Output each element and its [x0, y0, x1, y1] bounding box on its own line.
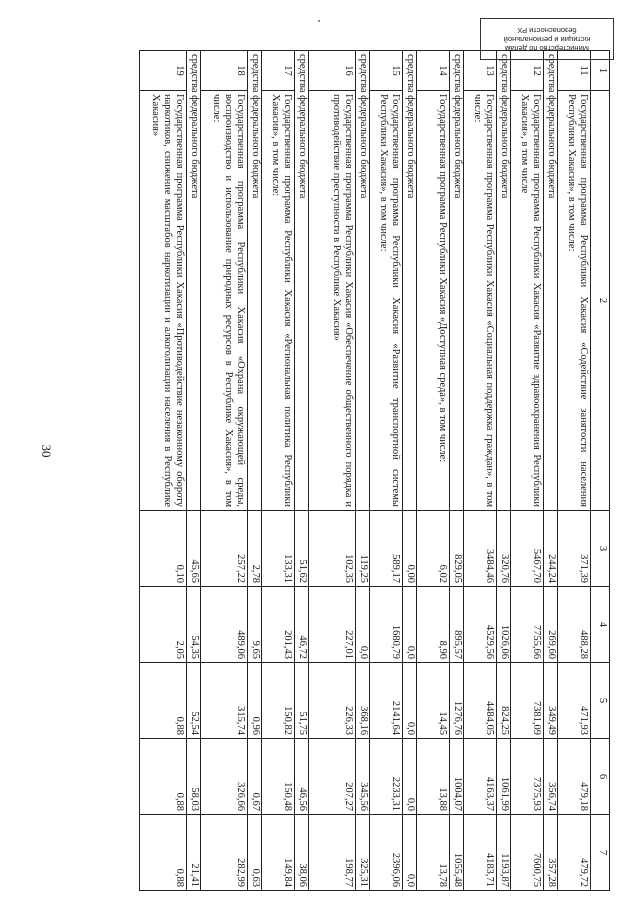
- value-cell: 38,06: [295, 815, 309, 891]
- value-cell: 356,74: [544, 739, 558, 815]
- row-number: 15: [370, 51, 403, 91]
- program-name: Государственная программа Республики Хакасия «Охрана окружающей среды, воспроизводство и использование природных ресурсов в Республике Хакасия», в том числе:: [201, 91, 248, 511]
- header-cell: 3: [591, 511, 610, 587]
- row-label: средства федерального бюджета: [295, 51, 309, 511]
- value-cell: 479,72: [558, 815, 591, 891]
- value-cell: 227,01: [309, 587, 356, 663]
- table-row-program: [511, 51, 544, 891]
- value-cell: 4163,37: [464, 739, 497, 815]
- value-cell: 13,88: [417, 739, 450, 815]
- value-cell: 9,65: [248, 587, 262, 663]
- stamp-line: безопасности РХ: [517, 26, 577, 36]
- value-cell: 150,48: [262, 739, 295, 815]
- value-cell: 345,56: [356, 739, 370, 815]
- table-row-program: [309, 51, 356, 891]
- value-cell: 4183,71: [464, 815, 497, 891]
- value-cell: 349,49: [544, 663, 558, 739]
- value-cell: 368,16: [356, 663, 370, 739]
- budget-table: [139, 50, 610, 891]
- value-cell: 7381,09: [511, 663, 544, 739]
- value-cell: 0,88: [140, 815, 187, 891]
- header-cell: 7: [591, 815, 610, 891]
- value-cell: 0,67: [248, 739, 262, 815]
- value-cell: 471,93: [558, 663, 591, 739]
- table-row-program: [201, 51, 248, 891]
- value-cell: 829,05: [450, 511, 464, 587]
- table-body: [140, 51, 591, 891]
- header-cell: 2: [591, 91, 610, 511]
- header-cell: 4: [591, 587, 610, 663]
- value-cell: 7755,66: [511, 587, 544, 663]
- header-cell: 5: [591, 663, 610, 739]
- value-cell: 326,66: [201, 739, 248, 815]
- table-wrapper: [90, 50, 610, 890]
- value-cell: 3484,46: [464, 511, 497, 587]
- table-row-program: [262, 51, 295, 891]
- value-cell: 51,62: [295, 511, 309, 587]
- value-cell: 52,54: [187, 663, 201, 739]
- row-label: средства федерального бюджета: [544, 51, 558, 511]
- value-cell: 226,33: [309, 663, 356, 739]
- value-cell: 0,0: [403, 587, 417, 663]
- row-label: средства федерального бюджета: [187, 51, 201, 511]
- value-cell: 1055,48: [450, 815, 464, 891]
- value-cell: 282,99: [201, 815, 248, 891]
- value-cell: 198,77: [309, 815, 356, 891]
- table-header-row: [591, 51, 610, 891]
- value-cell: 207,27: [309, 739, 356, 815]
- row-label: средства федерального бюджета: [403, 51, 417, 511]
- value-cell: 0,0: [356, 587, 370, 663]
- table-row-program: [140, 51, 187, 891]
- value-cell: 54,35: [187, 587, 201, 663]
- value-cell: 1276,76: [450, 663, 464, 739]
- value-cell: 21,41: [187, 815, 201, 891]
- row-number: 11: [558, 51, 591, 91]
- value-cell: 201,43: [262, 587, 295, 663]
- table-row-federal-funds: [248, 51, 262, 891]
- value-cell: 2233,31: [370, 739, 403, 815]
- value-cell: 8,90: [417, 587, 450, 663]
- table-row-program: [464, 51, 497, 891]
- value-cell: 13,78: [417, 815, 450, 891]
- table-row-program: [558, 51, 591, 891]
- row-label: средства федерального бюджета: [356, 51, 370, 511]
- value-cell: 0,0: [403, 739, 417, 815]
- value-cell: 895,57: [450, 587, 464, 663]
- program-name: Государственная программа Республики Хакасия «Содействие занятости населения Республики Хакасия», в том числе:: [558, 91, 591, 511]
- row-label: средства федерального бюджета: [497, 51, 511, 511]
- program-name: Государственная программа Республики Хакасия «Развитие транспортной системы Республики Хакасия», в том числе:: [370, 91, 403, 511]
- value-cell: 479,18: [558, 739, 591, 815]
- value-cell: 7600,75: [511, 815, 544, 891]
- rotated-table-container: [90, 50, 610, 890]
- value-cell: 320,76: [497, 511, 511, 587]
- value-cell: 2,78: [248, 511, 262, 587]
- row-number: 17: [262, 51, 295, 91]
- row-number: 18: [201, 51, 248, 91]
- value-cell: 325,31: [356, 815, 370, 891]
- value-cell: 46,72: [295, 587, 309, 663]
- value-cell: 51,75: [295, 663, 309, 739]
- value-cell: 0,10: [140, 511, 187, 587]
- table-row-federal-funds: [187, 51, 201, 891]
- value-cell: 58,03: [187, 739, 201, 815]
- value-cell: 4484,05: [464, 663, 497, 739]
- page-number: 30: [39, 444, 54, 458]
- value-cell: 6,02: [417, 511, 450, 587]
- value-cell: 150,82: [262, 663, 295, 739]
- table-row-federal-funds: [295, 51, 309, 891]
- value-cell: 2141,64: [370, 663, 403, 739]
- value-cell: 0,88: [140, 739, 187, 815]
- row-number: 16: [309, 51, 356, 91]
- value-cell: 0,63: [248, 815, 262, 891]
- value-cell: 257,22: [201, 511, 248, 587]
- table-row-federal-funds: [356, 51, 370, 891]
- table-row-federal-funds: [450, 51, 464, 891]
- value-cell: 102,35: [309, 511, 356, 587]
- value-cell: 589,17: [370, 511, 403, 587]
- value-cell: 0,88: [140, 663, 187, 739]
- row-label: средства федерального бюджета: [450, 51, 464, 511]
- value-cell: 269,60: [544, 587, 558, 663]
- row-number: 12: [511, 51, 544, 91]
- row-label: средства федерального бюджета: [248, 51, 262, 511]
- value-cell: 1004,07: [450, 739, 464, 815]
- value-cell: 2396,06: [370, 815, 403, 891]
- value-cell: 0,0: [403, 663, 417, 739]
- value-cell: 1680,79: [370, 587, 403, 663]
- value-cell: 2,05: [140, 587, 187, 663]
- program-name: Государственная программа Республики Хакасия «Обеспечение общественного порядка и противодействие преступности в Республике Хакасия»: [309, 91, 356, 511]
- value-cell: 0,00: [403, 511, 417, 587]
- scan-speck: [318, 20, 320, 22]
- program-name: Государственная программа Республики Хакасия «Региональная политика Республики Хакасия», в том числе:: [262, 91, 295, 511]
- value-cell: 46,56: [295, 739, 309, 815]
- program-name: Государственная программа Республики Хакасия «Противодействие незаконному обороту наркотиков, снижение масштабов наркотизации и алкоголизации населения в Республике Хакасия»: [140, 91, 187, 511]
- value-cell: 1193,87: [497, 815, 511, 891]
- program-name: Государственная программа Республики Хакасия «Социальная поддержка граждан», в том числе:: [464, 91, 497, 511]
- row-number: 13: [464, 51, 497, 91]
- program-name: Государственная программа Республики Хакасия «Доступная среда», в том числе:: [417, 91, 450, 511]
- value-cell: 14,45: [417, 663, 450, 739]
- value-cell: 149,84: [262, 815, 295, 891]
- value-cell: 133,31: [262, 511, 295, 587]
- value-cell: 315,74: [201, 663, 248, 739]
- value-cell: 824,25: [497, 663, 511, 739]
- value-cell: 4529,56: [464, 587, 497, 663]
- program-name: Государственная программа Республики Хакасия «Развитие здравоохранения Республики Хакасия», в том числе: [511, 91, 544, 511]
- stamp-line: юстиции и региональной: [503, 34, 591, 44]
- value-cell: 0,96: [248, 663, 262, 739]
- value-cell: 488,28: [558, 587, 591, 663]
- value-cell: 7375,93: [511, 739, 544, 815]
- value-cell: 0,0: [403, 815, 417, 891]
- value-cell: 45,65: [187, 511, 201, 587]
- value-cell: 244,24: [544, 511, 558, 587]
- header-cell: 1: [591, 51, 610, 91]
- row-number: 14: [417, 51, 450, 91]
- value-cell: 489,06: [201, 587, 248, 663]
- value-cell: 1061,99: [497, 739, 511, 815]
- value-cell: 5467,70: [511, 511, 544, 587]
- header-cell: 6: [591, 739, 610, 815]
- table-row-federal-funds: [544, 51, 558, 891]
- table-row-program: [370, 51, 403, 891]
- table-row-federal-funds: [497, 51, 511, 891]
- value-cell: 357,28: [544, 815, 558, 891]
- value-cell: 119,25: [356, 511, 370, 587]
- row-number: 19: [140, 51, 187, 91]
- stamp-line: Министерство по делам: [505, 43, 589, 53]
- value-cell: 1026,06: [497, 587, 511, 663]
- value-cell: 371,39: [558, 511, 591, 587]
- table-row-federal-funds: [403, 51, 417, 891]
- table-row-program: [417, 51, 450, 891]
